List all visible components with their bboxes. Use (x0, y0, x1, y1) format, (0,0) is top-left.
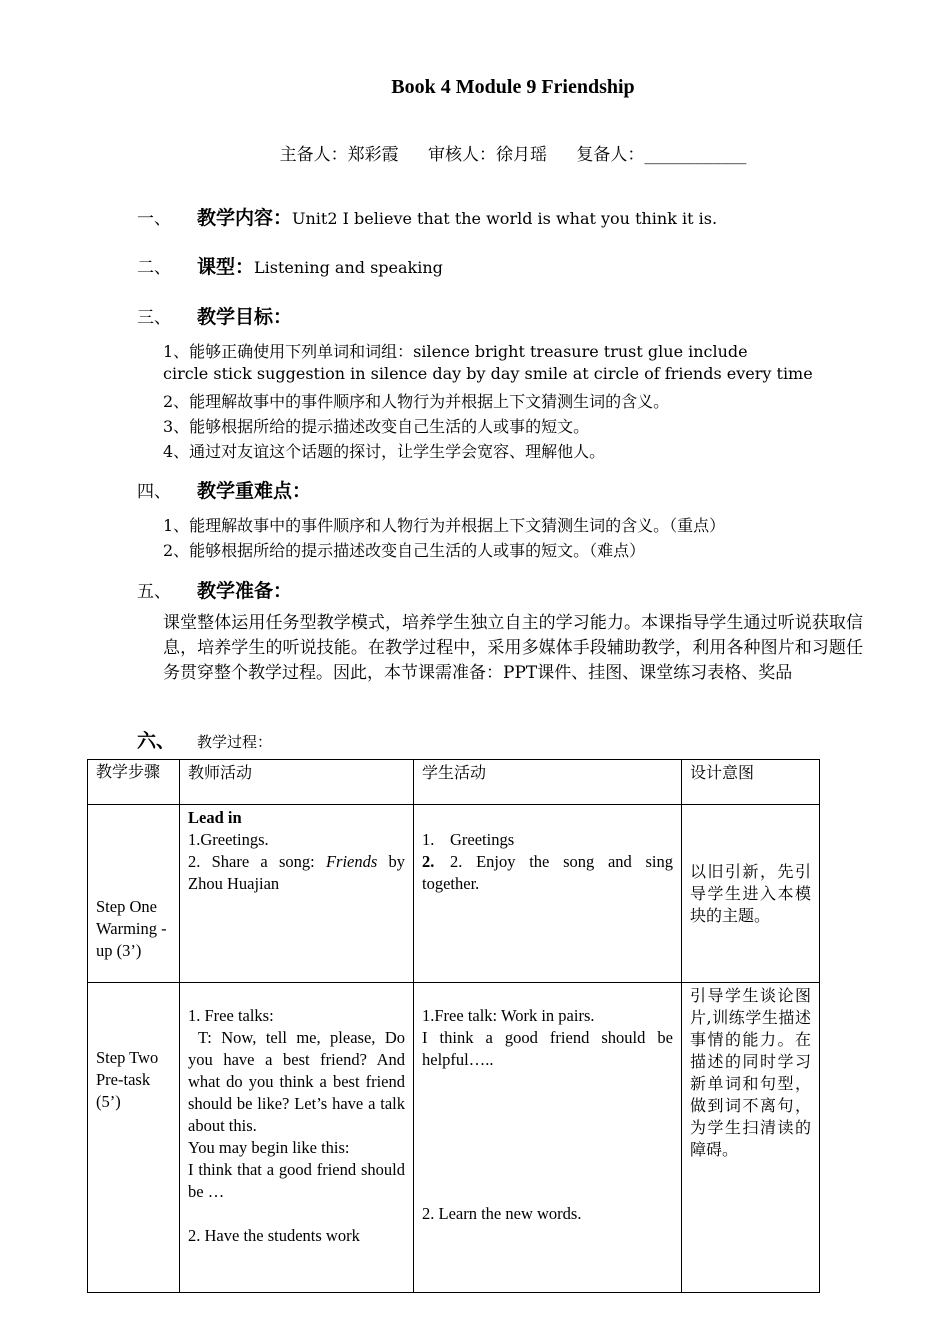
section-number: 五、 (137, 582, 171, 602)
preparation-text: 课堂整体运用任务型教学模式，培养学生独立自主的学习能力。本课指导学生通过听说获取信息，培养学生的听说技能。在教学过程中，采用多媒体手段辅助教学，利用各种图片和习题任务贯穿整个教学过程。因此，本节课需准备：PPT课件、挂图、课堂练习表格、奖品 (163, 613, 863, 683)
header-step: 教学步骤 (88, 760, 180, 805)
section-heading: 教学目标： (197, 306, 293, 328)
student-cell (414, 983, 682, 1293)
student-line: I think a good friend should be helpful….. (422, 1028, 673, 1069)
teacher-line (188, 851, 405, 895)
section-heading: 教学内容： (197, 207, 293, 229)
header-student: 学生活动 (414, 760, 682, 805)
teacher-line: 2. Have the students work (188, 1226, 360, 1245)
section-lesson-type (137, 252, 443, 279)
objective-line: 1、能够正确使用下列单词和词组：silence bright treasure trust glue include (163, 342, 748, 361)
intent-cell: 引导学生谈论图片,训练学生描述事情的能力。在描述的同时学习新单词和句型，做到词不离句，为学生扫清读的障碍。 (682, 983, 820, 1293)
section-number: 三、 (137, 308, 171, 328)
teacher-heading: Lead in (188, 808, 242, 827)
key-point-line: 2、能够根据所给的提示描述改变自己生活的人或事的短文。（难点） (163, 541, 646, 560)
table-header-row (88, 760, 820, 805)
section-number: 二、 (137, 258, 171, 278)
student-line (422, 829, 673, 851)
co-preparer: 复备人：____________ (576, 145, 747, 165)
teacher-text: by Zhou Huajian (188, 852, 406, 893)
teacher-line: 1. Free talks: (188, 1006, 274, 1025)
section-text: Unit2 I believe that the world is what you think it is. (292, 209, 718, 228)
student-text: 2. Enjoy the song and sing together. (422, 852, 673, 893)
list-number: 1. (422, 830, 435, 849)
teacher-cell (180, 805, 414, 983)
teaching-process-table (87, 759, 820, 1293)
student-line: 1.Free talk: Work in pairs. (422, 1006, 595, 1025)
reviewer: 审核人：徐月瑶 (428, 145, 547, 165)
key-point-line: 1、能理解故事中的事件顺序和人物行为并根据上下文猜测生词的含义。（重点） (163, 516, 726, 535)
table-row (88, 805, 820, 983)
student-cell (414, 805, 682, 983)
main-preparer: 主备人：郑彩霞 (279, 145, 399, 165)
section-heading: 教学重难点： (197, 480, 312, 502)
objective-line: circle stick suggestion in silence day by day smile at circle of friends every time (163, 364, 813, 383)
section-number: 六、 (137, 730, 176, 752)
intent-cell: 以旧引新，先引导学生进入本模块的主题。 (682, 805, 820, 983)
teacher-line: I think that a good friend should be … (188, 1160, 405, 1201)
student-line: 2. Learn the new words. (422, 1204, 582, 1223)
section-process (137, 726, 272, 753)
section-preparation (137, 576, 292, 603)
table-row (88, 983, 820, 1293)
student-line (422, 851, 673, 895)
header-teacher: 教师活动 (180, 760, 414, 805)
step-cell: Step One Warming -up (3’) (88, 805, 180, 983)
teacher-line: 1.Greetings. (188, 830, 269, 849)
section-objectives (137, 302, 292, 329)
objective-line: 3、能够根据所给的提示描述改变自己生活的人或事的短文。 (163, 417, 590, 436)
teacher-line: T: Now, tell me, please, Do you have a best friend? And what do you think a best friend should be like? Let’s have a talk about this. (188, 1028, 405, 1135)
list-number: 2. (422, 852, 435, 871)
teacher-text: 2. Share a song: (188, 852, 326, 871)
section-heading: 教学过程： (197, 733, 273, 751)
section-number: 一、 (137, 209, 171, 229)
section-text: Listening and speaking (254, 258, 443, 277)
teacher-line: You may begin like this: (188, 1138, 350, 1157)
step-cell: Step Two Pre-task (5’) (88, 983, 180, 1293)
section-number: 四、 (137, 482, 171, 502)
song-title: Friends (325, 852, 378, 871)
preparer-line (0, 140, 950, 165)
objective-line: 4、通过对友谊这个话题的探讨，让学生学会宽容、理解他人。 (163, 442, 606, 461)
section-heading: 教学准备： (197, 580, 293, 602)
teacher-cell (180, 983, 414, 1293)
section-key-points (137, 476, 311, 503)
objective-line: 2、能理解故事中的事件顺序和人物行为并根据上下文猜测生词的含义。 (163, 392, 670, 411)
student-text: Greetings (450, 830, 515, 849)
header-intent: 设计意图 (682, 760, 820, 805)
document-title: Book 4 Module 9 Friendship (391, 76, 635, 98)
section-heading: 课型： (197, 256, 255, 278)
section-teaching-content (137, 203, 717, 230)
